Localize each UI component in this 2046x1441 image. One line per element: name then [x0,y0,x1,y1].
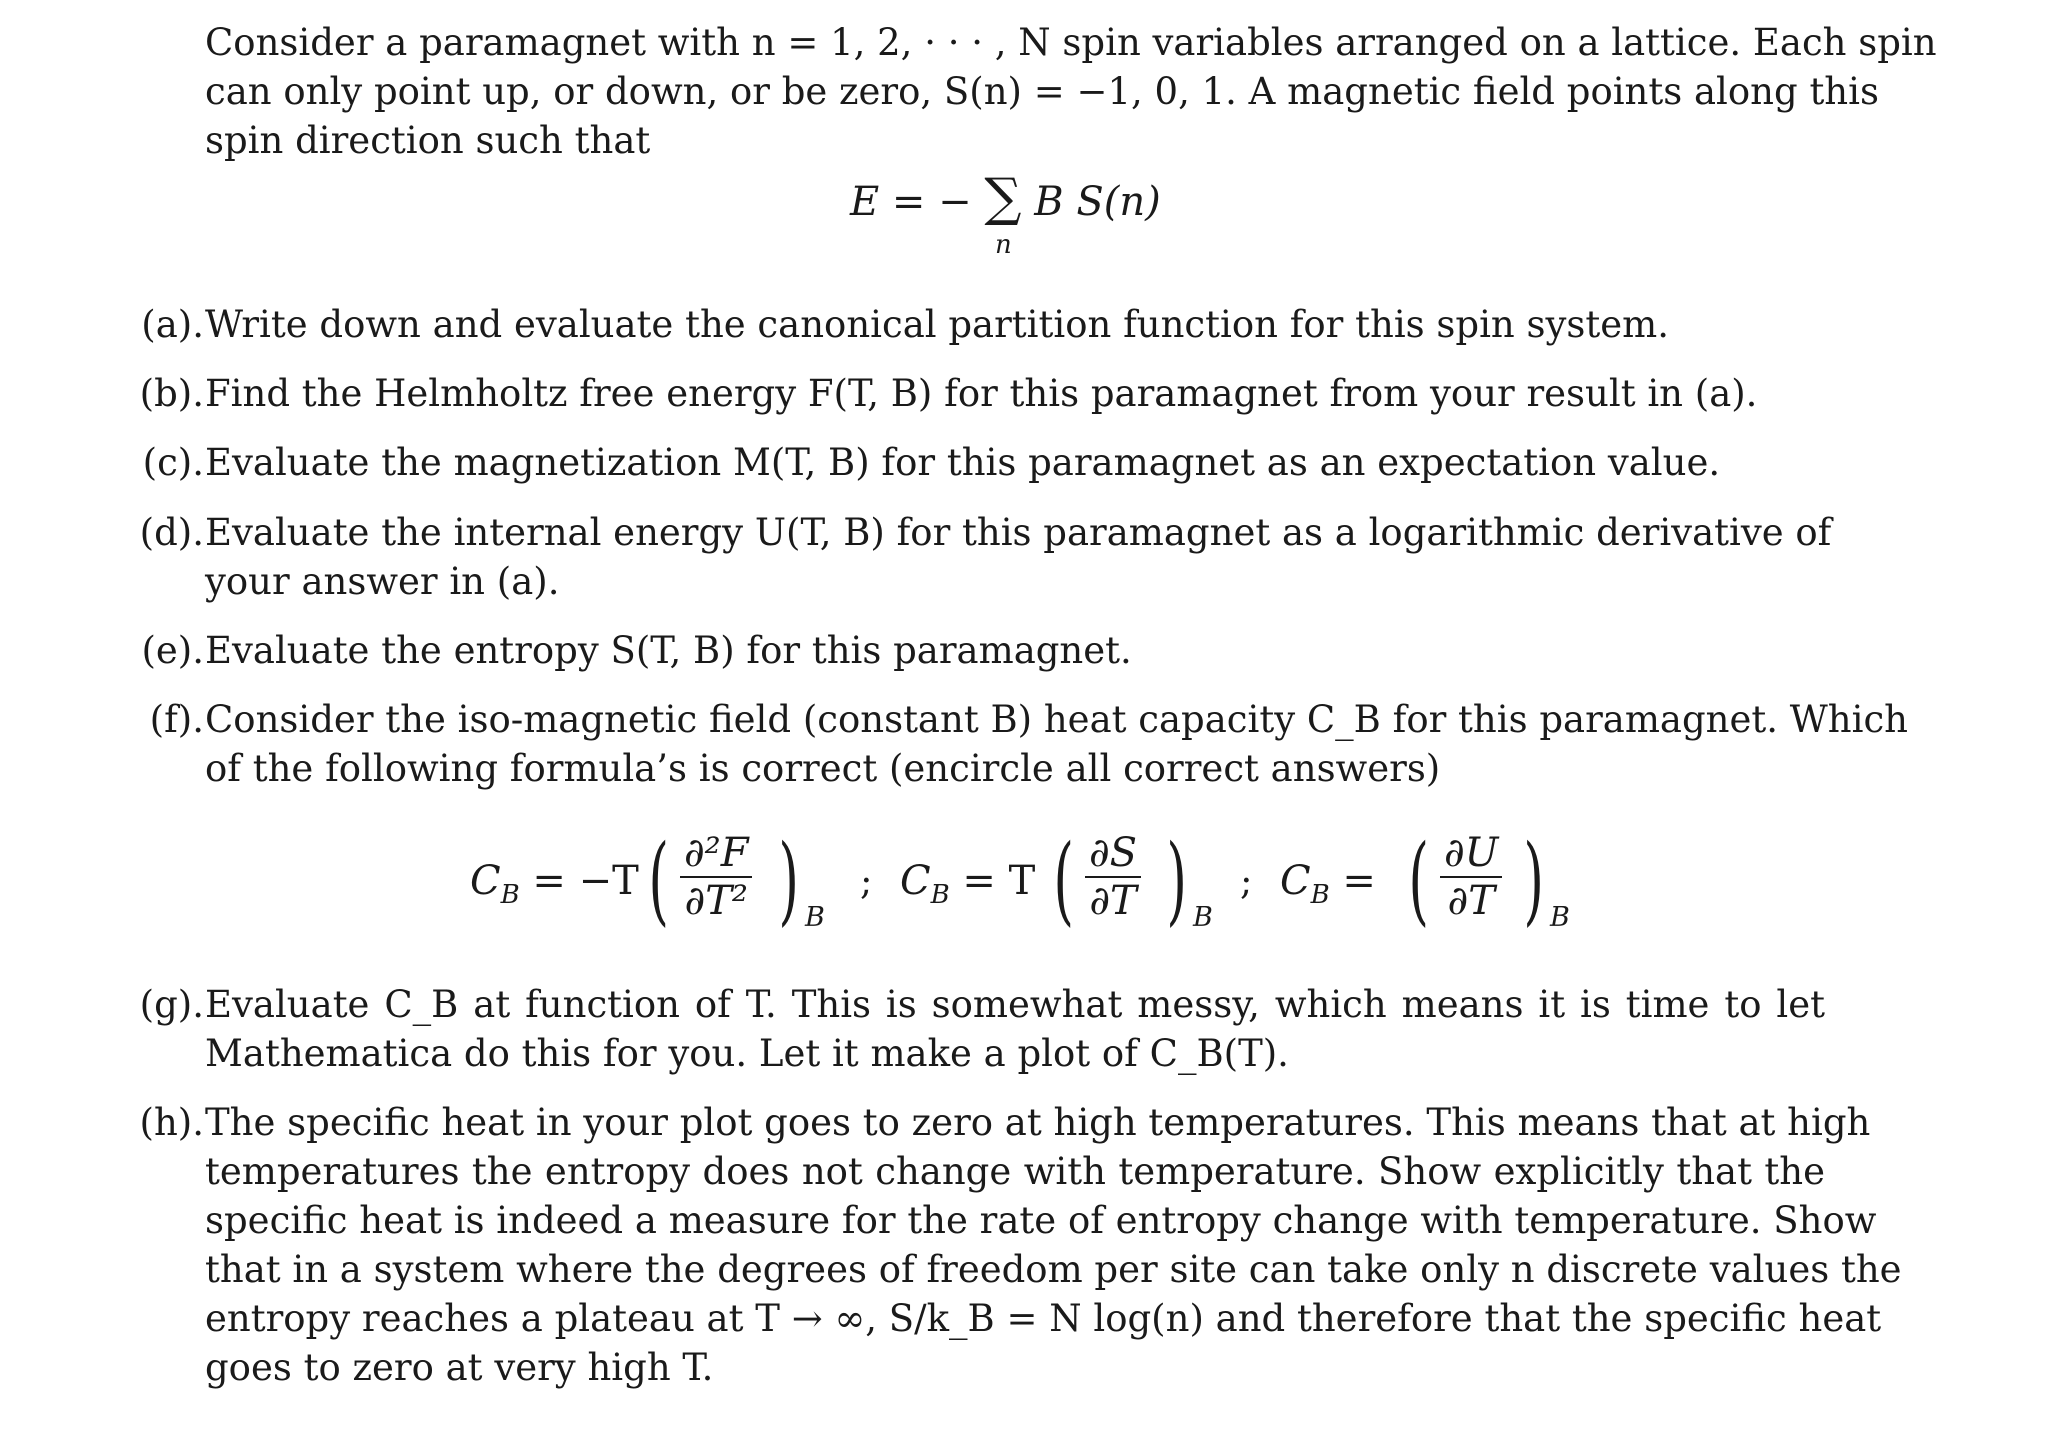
item-label: (b). [139,372,204,415]
item-text: Find the Helmholtz free energy F(T, B) for this paramagnet from your result in (a). [205,372,1758,415]
energy-equation [850,168,1161,260]
item-text: entropy reaches a plateau at T → ∞, S/k_B = N log(n) and therefore that the specific heat [205,1297,1882,1340]
fraction: $\frac{\partial U}{\partial T}$ [1440,830,1502,924]
item-text: Write down and evaluate the canonical partition function for this spin system. [205,303,1669,346]
formula-lhs: $C_B$ = [1280,858,1376,910]
item-label: (c). [142,441,204,484]
intro-line-1: Consider a paramagnet with n = 1, 2, · · · , N spin variables arranged on a lattice. Each spin [205,21,1937,64]
intro-line-2: can only point up, or down, or be zero, S(n) = −1, 0, 1. A magnetic field points along this [205,70,1879,113]
left-paren: ( [1408,824,1430,936]
item-text: Evaluate the entropy S(T, B) for this paramagnet. [205,629,1132,672]
separator: ; [860,860,873,903]
item-text: your answer in (a). [205,560,560,603]
item-text: goes to zero at very high T. [205,1346,714,1389]
intro-line-3: spin direction such that [205,119,651,162]
left-paren: ( [1053,824,1075,936]
sum-index: n [995,230,1012,260]
item-label: (h). [139,1101,204,1144]
fraction: $\frac{\partial S}{\partial T}$ [1085,830,1141,924]
item-label: (d). [139,511,204,554]
energy-lhs: E = − [850,179,972,225]
right-paren: ) [1523,824,1545,936]
heat-capacity-formulas [470,820,1580,940]
right-paren: ) [778,824,800,936]
sum-symbol: ∑ [984,168,1022,228]
intro-paragraph [205,18,1937,165]
item-text: Evaluate C_B at function of T. This is somewhat messy, which means it is time to let [205,983,1825,1026]
right-paren: ) [1166,824,1188,936]
subscript: B [1193,902,1213,933]
item-label: (a). [141,303,204,346]
formula-lhs: $C_B = T$ [900,858,1036,910]
item-text: The specific heat in your plot goes to zero at high temperatures. This means that at high [205,1101,1871,1144]
formula-lhs: $C_B = -T$ [470,858,639,910]
subscript: B [805,902,825,933]
energy-rhs: B S(n) [1034,179,1161,225]
item-text: Mathematica do this for you. Let it make a plot of C_B(T). [205,1032,1289,1075]
item-text: Evaluate the magnetization M(T, B) for this paramagnet as an expectation value. [205,441,1721,484]
left-paren: ( [648,824,670,936]
item-label: (f). [149,698,204,741]
item-text: Consider the iso-magnetic field (constant B) heat capacity C_B for this paramagnet. Which [205,698,1909,741]
item-text: temperatures the entropy does not change with temperature. Show explicitly that the [205,1150,1825,1193]
item-text: of the following formula’s is correct (encircle all correct answers) [205,747,1441,790]
item-label: (g). [139,983,204,1026]
subscript: B [1550,902,1570,933]
fraction: $\frac{\text{∂²F}}{\text{∂T²}}$ [680,830,752,924]
item-text: that in a system where the degrees of freedom per site can take only n discrete values the [205,1248,1902,1291]
item-text: Evaluate the internal energy U(T, B) for this paramagnet as a logarithmic derivative of [205,511,1832,554]
item-text: specific heat is indeed a measure for the rate of entropy change with temperature. Show [205,1199,1877,1242]
item-label: (e). [141,629,204,672]
separator: ; [1240,860,1253,903]
